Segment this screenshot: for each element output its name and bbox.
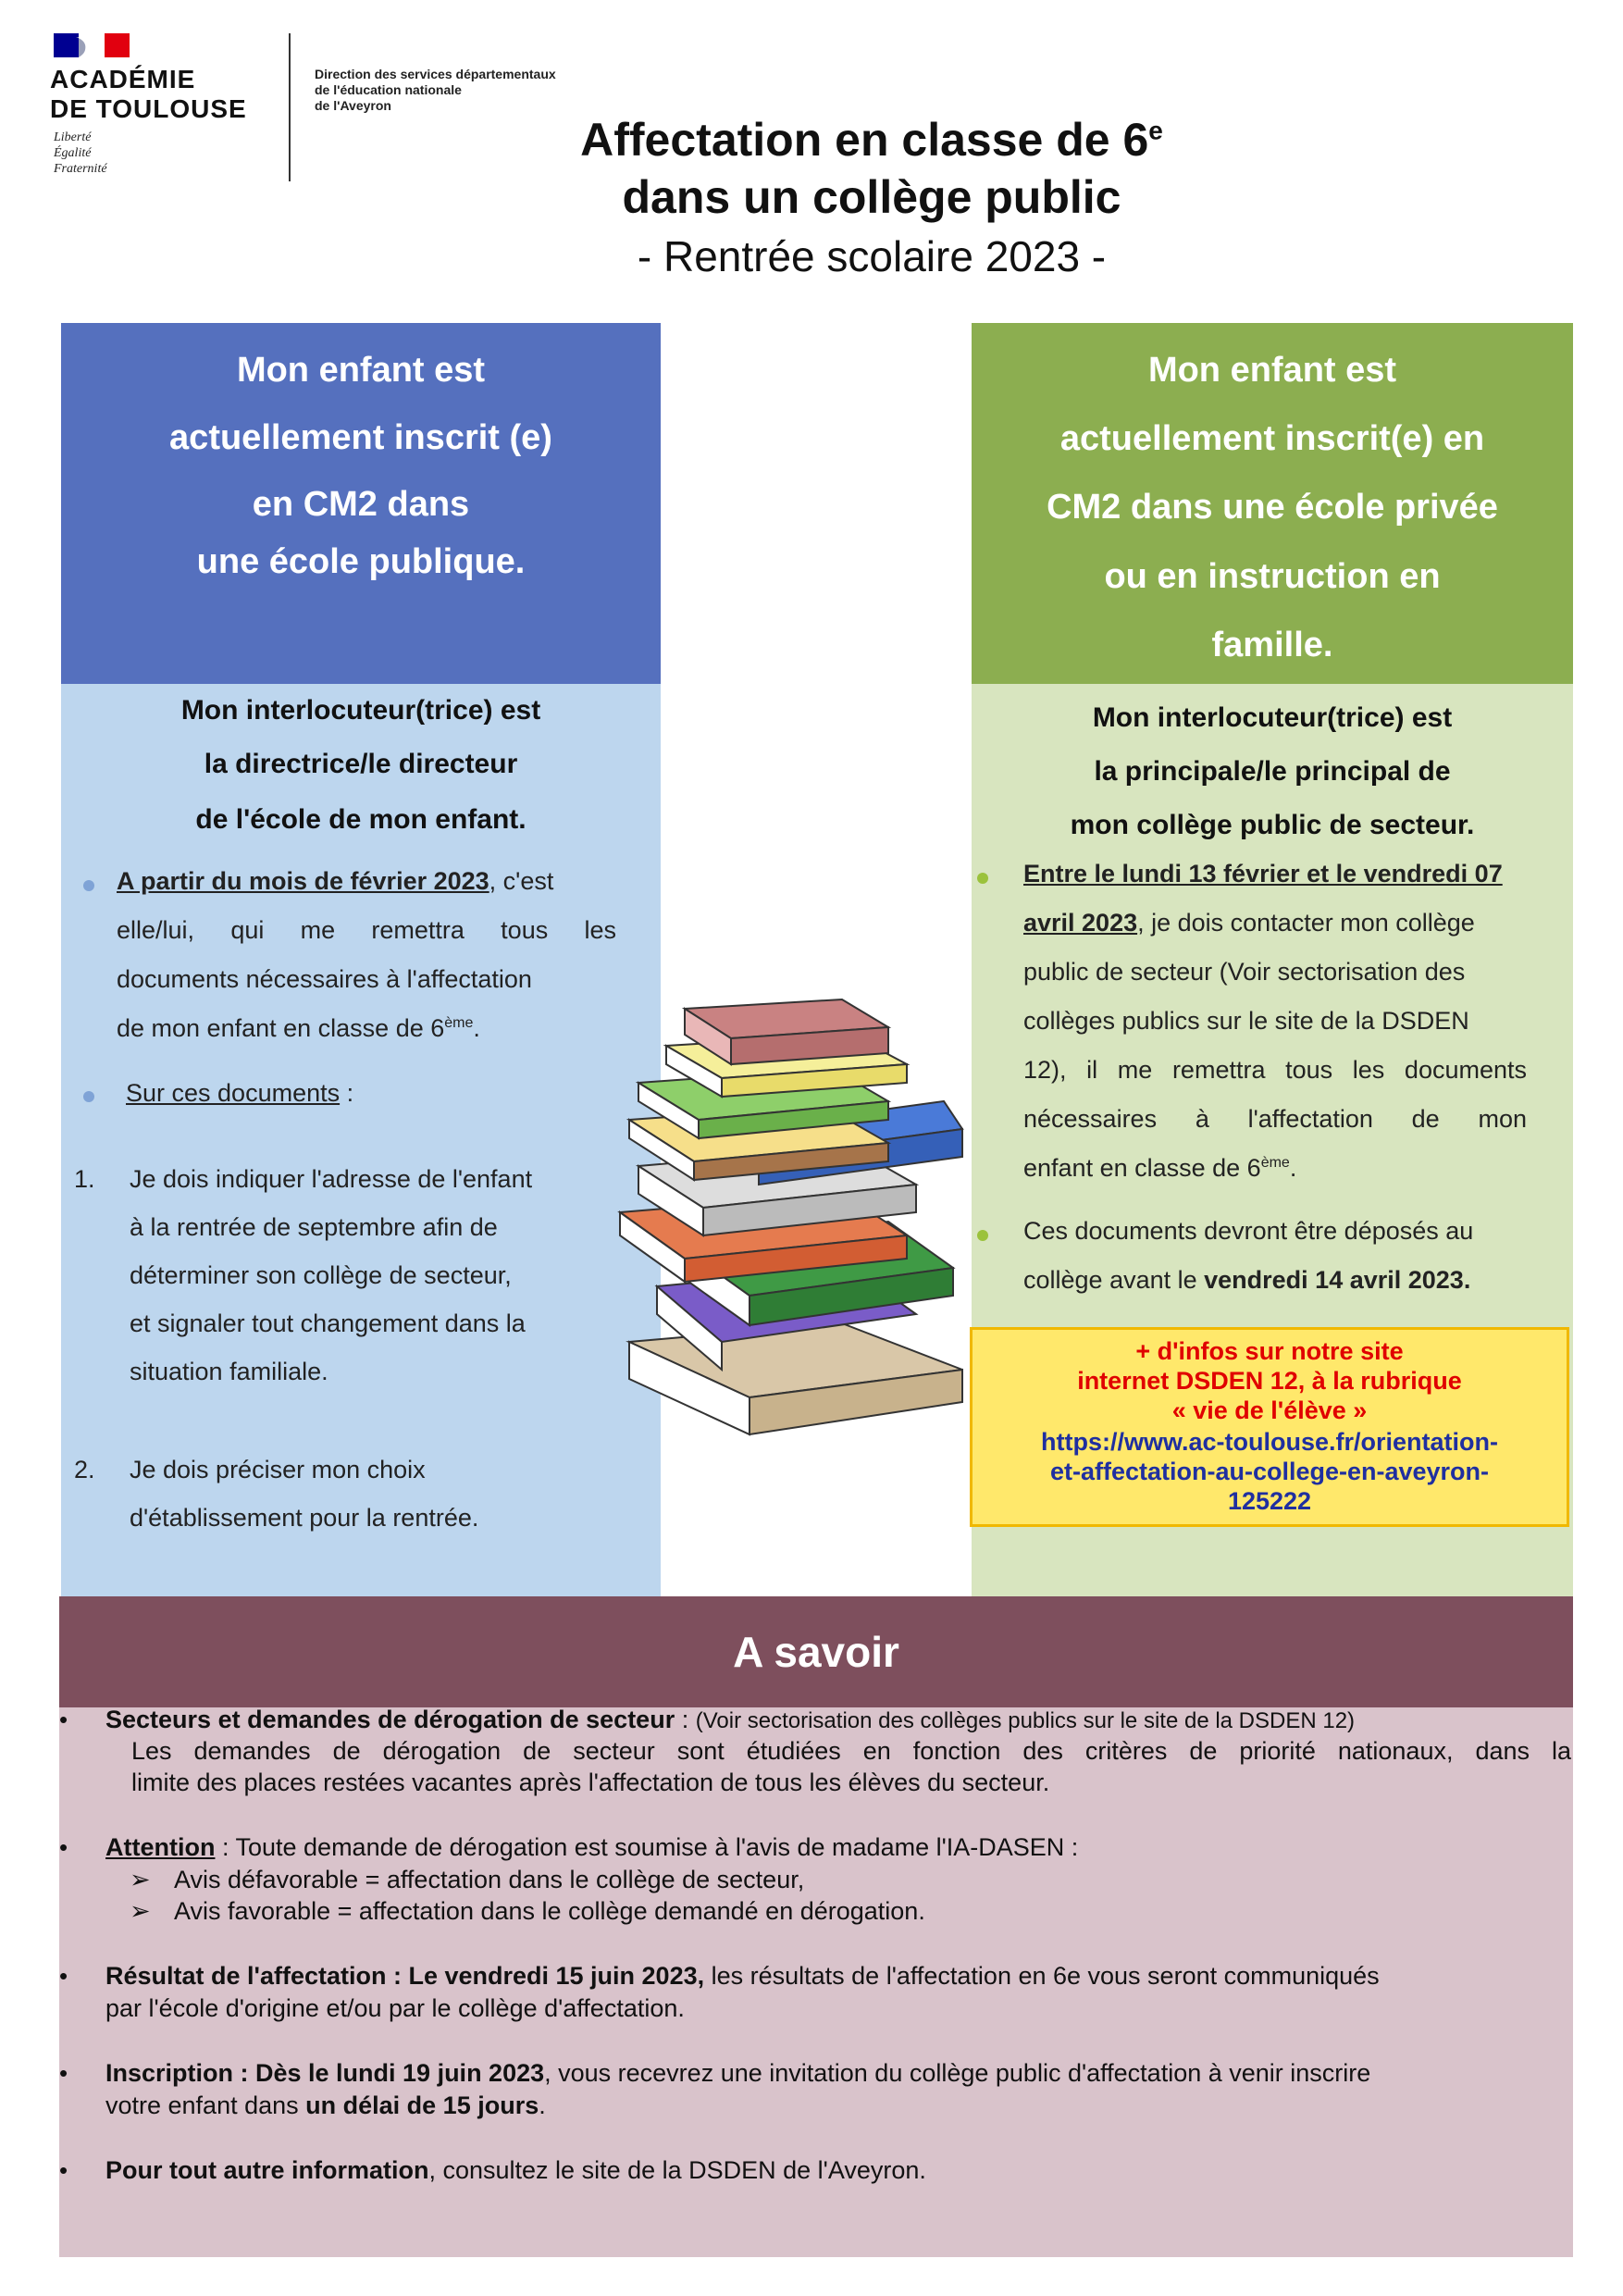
left-contact-line: la directrice/le directeur [204,749,518,779]
left-contact-line: Mon interlocuteur(trice) est [180,695,541,726]
bullet-icon: • [59,1833,68,1861]
left-item1-line: et signaler tout changement dans la [130,1309,526,1337]
left-item2-line: d'établissement pour la rentrée. [130,1504,479,1532]
department-line3: de l'Aveyron [315,98,391,113]
left-heading-line: actuellement inscrit (e) [169,418,552,457]
info-url-line[interactable]: https://www.ac-toulouse.fr/orientation- [1041,1428,1498,1456]
savoir-body [59,1707,1573,2257]
left-heading-line: Mon enfant est [236,351,486,390]
marianne-flag-icon [54,33,130,57]
left-heading-line: une école publique. [196,542,526,581]
arrow-icon: ➢ [130,1866,151,1893]
right-bullet1-line: avril 2023, je dois contacter mon collège [1023,909,1475,937]
right-bullet1-line: collèges publics sur le site de la DSDEN [1023,1007,1469,1035]
left-item1-line: déterminer son collège de secteur, [130,1261,512,1289]
bullet-icon [977,873,988,884]
list-number: 1. [74,1165,95,1193]
book-icon [685,999,888,1064]
info-url-line[interactable]: 125222 [1227,1487,1312,1515]
right-heading-line: famille. [1211,626,1333,664]
right-bullet1-line: nécessaires à l'affectation de mon [1023,1105,1527,1133]
bullet-icon [83,880,94,891]
savoir-attention-sub: Avis défavorable = affectation dans le collège de secteur, [174,1866,805,1893]
left-bullet1-line1: A partir du mois de février 2023, c'est [117,867,554,895]
info-red-line: internet DSDEN 12, à la rubrique [1077,1367,1462,1395]
motto-liberte: Liberté [54,130,92,144]
academie-name-line2: DE TOULOUSE [50,94,247,123]
page-title-line2: dans un collège public [622,171,1121,223]
savoir-sectors-line: Les demandes de dérogation de secteur sont étudiées en fonction des critères de priorité nationaux, dans la [131,1737,1571,1765]
page-title-line1: Affectation en classe de 6e [580,114,1163,166]
right-heading-line: CM2 dans une école privée [1047,488,1498,527]
right-heading-line: ou en instruction en [1104,557,1441,596]
bullet-icon: • [59,2156,68,2184]
savoir-item-result: Résultat de l'affectation : Le vendredi 15 juin 2023, les résultats de l'affectation en 6e vous seront communiqués [105,1962,1380,1990]
bullet-icon: • [59,2059,68,2087]
savoir-item-other: Pour tout autre information, consultez le site de la DSDEN de l'Aveyron. [105,2156,926,2184]
right-contact-line: mon collège public de secteur. [1070,810,1475,840]
right-bullet1-line: public de secteur (Voir sectorisation des [1023,958,1466,986]
savoir-item-attention: Attention : Toute demande de dérogation est soumise à l'avis de madame l'IA-DASEN : [105,1833,1079,1861]
left-bullet2: Sur ces documents : [126,1079,354,1107]
left-item1-line: à la rentrée de septembre afin de [130,1213,498,1241]
savoir-attention-sub: Avis favorable = affectation dans le collège demandé en dérogation. [174,1897,925,1925]
bullet-icon: • [59,1706,68,1733]
right-contact-line: Mon interlocuteur(trice) est [1092,702,1453,733]
list-number: 2. [74,1456,95,1483]
right-bullet1-line: enfant en classe de 6ème. [1023,1154,1297,1182]
savoir-result-line: par l'école d'origine et/ou par le collège d'affectation. [105,1994,685,2022]
info-red-line: + d'infos sur notre site [1135,1337,1404,1365]
left-heading-line: en CM2 dans [252,485,470,524]
info-url-line[interactable]: et-affectation-au-college-en-aveyron- [1049,1458,1490,1485]
academie-name-line1: ACADÉMIE [50,65,196,93]
savoir-sectors-line: limite des places restées vacantes après l'affectation de tous les élèves du secteur. [131,1769,1050,1796]
right-bullet2-line: collège avant le vendredi 14 avril 2023. [1023,1266,1471,1294]
right-bullet1-line: Entre le lundi 13 février et le vendredi 07 [1023,860,1503,887]
department-line2: de l'éducation nationale [315,82,462,97]
info-red-line: « vie de l'élève » [1171,1396,1368,1424]
savoir-item-sectors: Secteurs et demandes de dérogation de secteur : (Voir sectorisation des collèges publics sur le site de la DSDEN 12) [105,1706,1356,1733]
left-contact-line: de l'école de mon enfant. [195,804,527,835]
right-contact-line: la principale/le principal de [1094,756,1451,787]
left-item1-line: situation familiale. [130,1358,328,1385]
left-column-heading [61,323,661,684]
department-line1: Direction des services départementaux [315,67,556,81]
right-bullet2-line: Ces documents devront être déposés au [1023,1217,1474,1245]
savoir-inscription-line: votre enfant dans un délai de 15 jours. [105,2091,546,2119]
left-bullet1-line: documents nécessaires à l'affectation [117,965,532,993]
bullet-icon [83,1091,94,1102]
motto-fraternite: Fraternité [54,162,107,176]
arrow-icon: ➢ [130,1897,151,1925]
right-heading-line: Mon enfant est [1147,351,1397,390]
info-box [970,1327,1569,1527]
left-column-body [61,684,661,1596]
left-bullet1-line: elle/lui, qui me remettra tous les [117,916,616,944]
right-bullet1-line: 12), il me remettra tous les documents [1023,1056,1527,1084]
page-subtitle: - Rentrée scolaire 2023 - [637,232,1107,280]
book-icon [629,1323,962,1434]
savoir-item-inscription: Inscription : Dès le lundi 19 juin 2023, vous recevrez une invitation du collège public d'affectation à venir inscrire [105,2059,1371,2087]
motto-egalite: Égalité [54,146,92,160]
left-item1-line: Je dois indiquer l'adresse de l'enfant [130,1165,533,1193]
book-stack-illustration [611,990,999,1444]
left-item2-line: Je dois préciser mon choix [130,1456,426,1483]
savoir-heading: A savoir [59,1596,1573,1707]
right-heading-line: actuellement inscrit(e) en [1059,419,1485,458]
right-column-heading [972,323,1573,684]
left-bullet1-line: de mon enfant en classe de 6ème. [117,1014,480,1042]
bullet-icon: • [59,1962,68,1990]
